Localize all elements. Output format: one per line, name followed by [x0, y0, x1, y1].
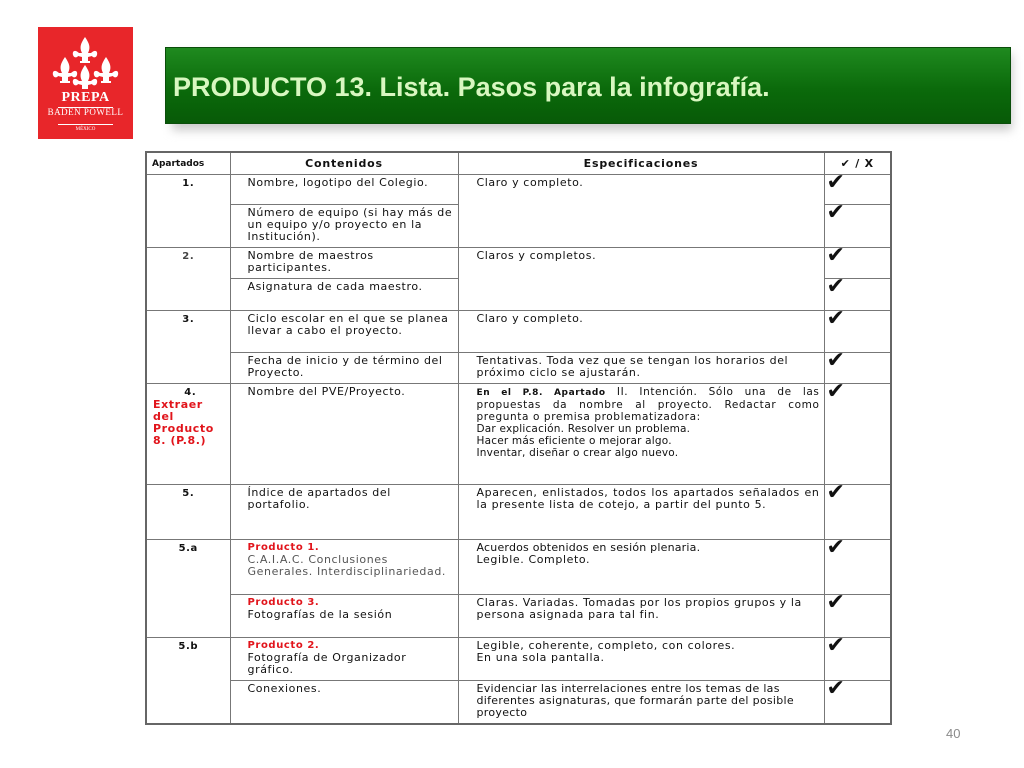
- row-content-text: Fotografía de Organizador gráfico.: [247, 651, 407, 676]
- school-logo: [38, 27, 133, 139]
- row-spec-line: Inventar, diseñar o crear algo nuevo.: [476, 447, 679, 459]
- check-cell[interactable]: [824, 540, 891, 595]
- check-cell[interactable]: [824, 485, 891, 540]
- page-title: PRODUCTO 13. Lista. Pasos para la infografía.: [173, 72, 770, 102]
- row-spec-cell: [458, 540, 824, 595]
- logo-divider: [58, 124, 113, 125]
- row-content: Conexiones.: [230, 681, 458, 724]
- table-row: [146, 485, 891, 540]
- row-content: Nombre, logotipo del Colegio.: [230, 175, 458, 205]
- check-mark-icon: ✔: [826, 383, 846, 404]
- row-number: 1.: [146, 175, 230, 248]
- row-content-cell: [230, 595, 458, 638]
- row-content-cell: [230, 540, 458, 595]
- check-cell[interactable]: [824, 681, 891, 724]
- check-mark-icon: ✔: [826, 680, 846, 701]
- check-cell[interactable]: [824, 595, 891, 638]
- table-row: [146, 175, 891, 205]
- table-row: [146, 384, 891, 485]
- row-content-product: Producto 2.: [247, 640, 320, 651]
- check-mark-icon: ✔: [826, 310, 846, 331]
- table-row: [146, 540, 891, 595]
- row-content-product: Producto 1.: [247, 542, 320, 553]
- table-header-row: [146, 152, 891, 175]
- row-content-text: Fotografías de la sesión: [247, 608, 393, 621]
- check-cell[interactable]: [824, 205, 891, 248]
- header-check: ✔ / X: [824, 152, 891, 175]
- check-cell[interactable]: [824, 175, 891, 205]
- title-banner: [165, 47, 1011, 124]
- row-spec-text: II. Intención. Sólo una de las propuestas da nombre al proyecto. Redactar como pregunta o premisa problematizadora:: [476, 386, 820, 423]
- row-content: Ciclo escolar en el que se planea llevar a cabo el proyecto.: [230, 311, 458, 353]
- row-content: Nombre del PVE/Proyecto.: [230, 384, 458, 485]
- row-number-cell: [146, 384, 230, 485]
- logo-country: MÉXICO: [75, 127, 96, 132]
- table-row: [146, 595, 891, 638]
- row-spec-line: En una sola pantalla.: [476, 651, 605, 664]
- row-spec: Claros y completos.: [458, 248, 824, 311]
- row-spec: Claro y completo.: [458, 311, 824, 353]
- checklist-table: [145, 151, 892, 725]
- row-spec: Aparecen, enlistados, todos los apartados señalados en la presente lista de cotejo, a partir del punto 5.: [458, 485, 824, 540]
- row-content: Nombre de maestros participantes.: [230, 248, 458, 279]
- check-mark-icon: ✔: [826, 352, 846, 373]
- row-spec-line: Hacer más eficiente o mejorar algo.: [476, 435, 672, 447]
- row-number: 4.: [184, 387, 197, 398]
- row-spec-line: Legible. Completo.: [476, 553, 591, 566]
- row-spec: Tentativas. Toda vez que se tengan los horarios del próximo ciclo se ajustarán.: [458, 353, 824, 384]
- row-spec-paragraph: [477, 386, 820, 423]
- check-cell[interactable]: [824, 311, 891, 353]
- row-spec: [458, 384, 824, 485]
- check-cell[interactable]: [824, 638, 891, 681]
- header-apartados: Apartados: [146, 152, 230, 175]
- check-cell[interactable]: [824, 279, 891, 311]
- table-row: [146, 353, 891, 384]
- row-content: Asignatura de cada maestro.: [230, 279, 458, 311]
- check-cell[interactable]: [824, 248, 891, 279]
- table-row: [146, 681, 891, 724]
- check-mark-icon: ✔: [826, 174, 846, 195]
- check-mark-icon: ✔: [826, 539, 846, 560]
- row-spec-line: Acuerdos obtenidos en sesión plenaria.: [476, 541, 701, 554]
- row-content: Índice de apartados del portafolio.: [230, 485, 458, 540]
- fleur-de-lis-icon: [38, 33, 133, 95]
- row-number: 2.: [146, 248, 230, 311]
- row-content: Número de equipo (si hay más de un equipo y/o proyecto en la Institución).: [230, 205, 458, 248]
- header-contenidos: Contenidos: [230, 152, 458, 175]
- row-spec-cell: [458, 638, 824, 681]
- header-especificaciones: Especificaciones: [458, 152, 824, 175]
- row-number: 3.: [146, 311, 230, 384]
- table-row: [146, 638, 891, 681]
- logo-subtitle: BADEN POWELL: [47, 107, 124, 117]
- row-content-cell: [230, 638, 458, 681]
- page-number: 40: [946, 726, 961, 741]
- row-spec: Evidenciar las interrelaciones entre los temas de las diferentes asignaturas, que formarán parte del posible proyecto: [458, 681, 824, 724]
- row-number: 5.a: [146, 540, 230, 638]
- check-cell[interactable]: [824, 384, 891, 485]
- row-content: Fecha de inicio y de término del Proyecto.: [230, 353, 458, 384]
- row-number: 5.b: [146, 638, 230, 724]
- row-number: 5.: [146, 485, 230, 540]
- row-content-product: Producto 3.: [247, 597, 320, 608]
- check-mark-icon: ✔: [826, 484, 846, 505]
- row-spec-line: Legible, coherente, completo, con colores.: [476, 639, 736, 652]
- row-spec-line: Dar explicación. Resolver un problema.: [476, 423, 691, 435]
- table-row: [146, 311, 891, 353]
- check-mark-icon: ✔: [826, 204, 846, 225]
- check-cell[interactable]: [824, 353, 891, 384]
- check-mark-icon: ✔: [826, 594, 846, 615]
- logo-brand: PREPA: [61, 90, 110, 105]
- check-mark-icon: ✔: [826, 247, 846, 268]
- check-mark-icon: ✔: [826, 278, 846, 299]
- row-spec-lead: En el P.8. Apartado: [476, 388, 606, 398]
- check-mark-icon: ✔: [826, 637, 846, 658]
- row-spec: Claras. Variadas. Tomadas por los propios grupos y la persona asignada para tal fin.: [458, 595, 824, 638]
- table-row: [146, 248, 891, 279]
- row-number-note: Extraer del Producto 8. (P.8.): [153, 398, 214, 447]
- row-spec: Claro y completo.: [458, 175, 824, 248]
- row-content-text: C.A.I.A.C. Conclusiones Generales. Interdisciplinariedad.: [247, 553, 446, 578]
